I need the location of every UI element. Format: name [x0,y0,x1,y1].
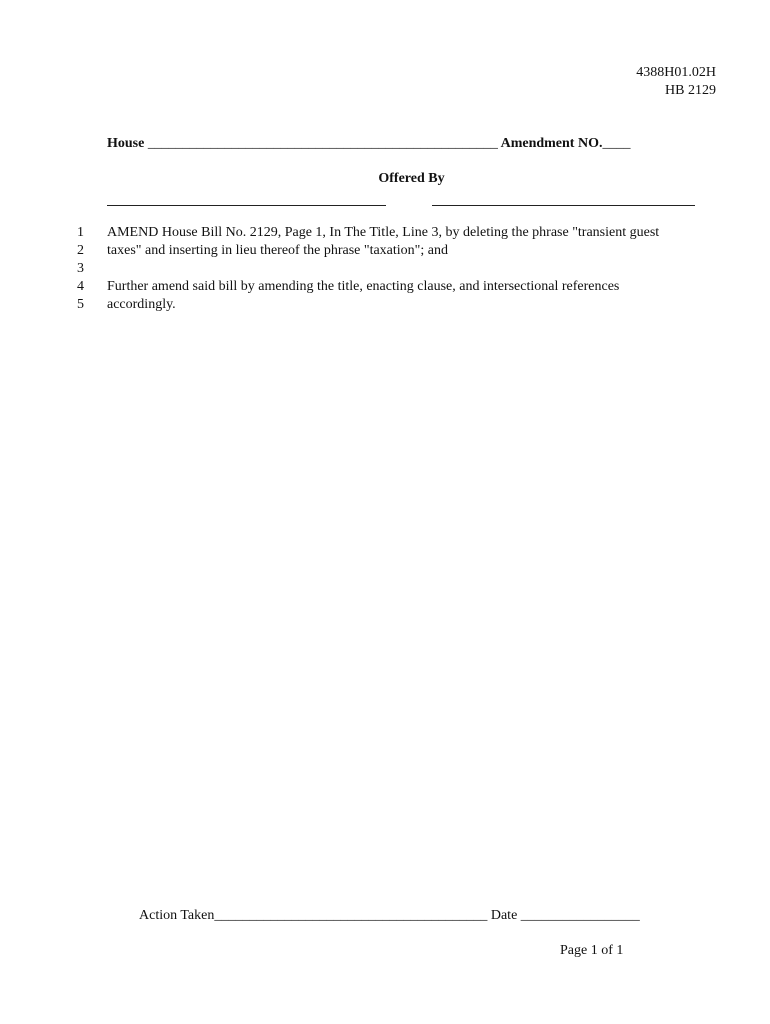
house-label: House [107,136,145,151]
doc-code: 4388H01.02H [636,65,716,80]
sponsor-signature-line-left [107,205,386,206]
line-text: Further amend said bill by amending the title, enacting clause, and intersectional references [107,279,620,294]
date-label: Date [490,908,518,923]
action-taken-blank: _______________________________________ [214,908,488,923]
line-number: 4 [77,279,84,294]
action-taken-label: Action Taken [139,908,215,923]
house-blank: __________________________________________________ [147,136,498,151]
line-number: 1 [77,225,84,240]
amendment-blank: ____ [602,136,631,151]
date-blank: _________________ [520,908,640,923]
numbered-line [0,224,770,242]
offered-by-label: Offered By [378,171,445,186]
document-identifier [636,64,716,100]
numbered-line [0,278,770,296]
line-number: 5 [77,297,84,312]
bill-number: HB 2129 [665,83,716,98]
amendment-label: Amendment NO. [500,136,603,151]
sponsor-signature-line-right [432,205,695,206]
line-text: accordingly. [107,297,176,312]
numbered-line [0,260,770,278]
line-text: taxes" and inserting in lieu thereof the phrase "taxation"; and [107,243,448,258]
action-taken-line [139,907,640,925]
numbered-line [0,296,770,314]
line-number: 3 [77,261,84,276]
house-amendment-line [107,135,711,153]
line-number: 2 [77,243,84,258]
line-text: AMEND House Bill No. 2129, Page 1, In The Title, Line 3, by deleting the phrase "transient guest [107,225,660,240]
page-number: Page 1 of 1 [560,943,624,958]
numbered-line [0,242,770,260]
amendment-text [0,224,770,314]
